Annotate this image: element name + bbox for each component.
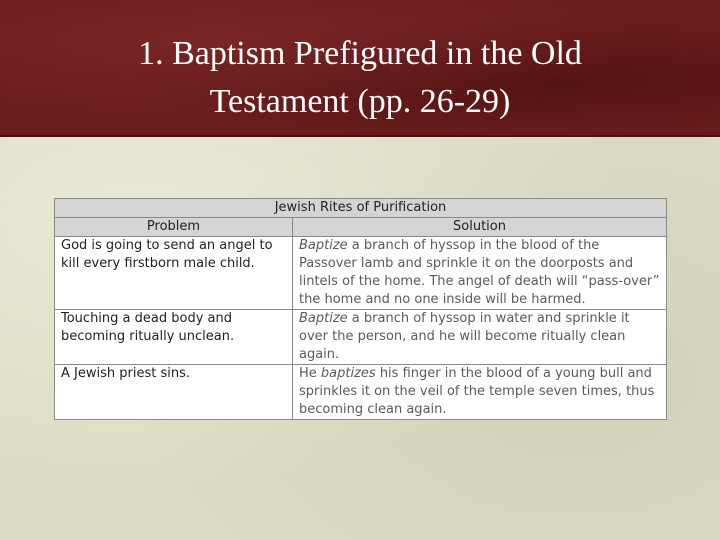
table-row [55, 365, 667, 420]
solution-emphasis: baptizes [320, 366, 376, 381]
solution-emphasis: Baptize [299, 238, 348, 253]
problem-cell: Touching a dead body and becoming ritually unclean. [55, 310, 293, 365]
slide-title-line-2: Testament (pp. 26-29) [209, 83, 511, 120]
solution-text: his finger in the blood of a young bull and sprinkles it on the veil of the temple seven times, thus becoming clean again. [299, 366, 655, 417]
solution-prefix: He [299, 366, 321, 381]
problem-cell: God is going to send an angel to kill every firstborn male child. [55, 237, 293, 310]
title-banner [0, 0, 720, 137]
solution-cell [293, 365, 667, 420]
slide-title-line-1: 1. Baptism Prefigured in the Old [138, 35, 582, 72]
solution-cell [293, 310, 667, 365]
solution-emphasis: Baptize [299, 311, 348, 326]
solution-text: a branch of hyssop in the blood of the Passover lamb and sprinkle it on the doorposts and lintels of the home. The angel of death will “pass-over” the home and no one inside will be harmed. [299, 238, 660, 307]
table-row [55, 310, 667, 365]
solution-cell [293, 237, 667, 310]
solution-text: a branch of hyssop in water and sprinkle it over the person, and he will become ritually clean again. [299, 311, 630, 362]
problem-cell: A Jewish priest sins. [55, 365, 293, 420]
table-row [55, 237, 667, 310]
table-caption: Jewish Rites of Purification [55, 199, 667, 218]
column-header-solution: Solution [293, 218, 667, 237]
purification-table [54, 198, 667, 420]
column-header-problem: Problem [55, 218, 293, 237]
slide-title [0, 30, 720, 126]
